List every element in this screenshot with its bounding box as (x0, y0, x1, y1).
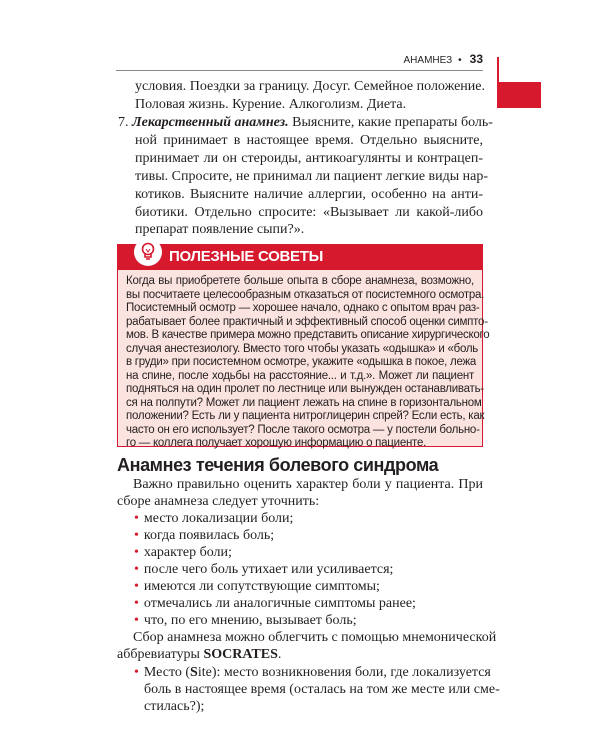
text-line (117, 646, 281, 664)
bullet-text: что, по его мнению, вызывает боль; (143, 613, 357, 628)
text-line: ной принимает в настоящее время. Отдельно выясните, (135, 133, 483, 148)
tip-line: мов. В качестве примера можно представить описание хирургического (126, 329, 490, 341)
bullet-item: • когда появилась боль; (134, 528, 275, 543)
bullet-item: • после чего боль утихает или усиливается; (134, 562, 394, 577)
text-line: боль в настоящее время (осталась на том же месте или сме- (144, 682, 500, 697)
item-title: Лекарственный анамнез. (132, 115, 289, 130)
text-line: Выясните, какие препараты боль- (288, 115, 493, 130)
tip-line: го — коллега получает хорошую информацию о пациенте. (126, 437, 427, 449)
tip-line: Посистемный осмотр — хорошее начало, однако с опытом врач раз- (126, 302, 480, 314)
section-name: АНАМНЕЗ (403, 55, 453, 66)
bullet-text: после чего боль утихает или усиливается; (143, 562, 394, 577)
bullet-text: характер боли; (143, 545, 232, 560)
text-line: Важно правильно оценить характер боли у пациента. При (133, 477, 483, 492)
text-span: ite): место возникновения боли, где локализуется (197, 665, 491, 680)
bullet-item: • что, по его мнению, вызывает боль; (134, 613, 357, 628)
text-line: тивы. Спросите, не принимал ли пациент легкие виды нар- (135, 169, 489, 184)
page-number: 33 (469, 52, 483, 66)
text-line: сборе анамнеза следует уточнить: (117, 494, 320, 509)
tip-line: в груди» при посистемном осмотре, укажите «одышка в покое, лежа (126, 356, 477, 368)
mnemonic: SOCRATES (203, 647, 278, 662)
list-item-7 (118, 114, 493, 132)
tips-box-body (117, 270, 490, 449)
tip-line: случая анестезиологу. Вместо того чтобы указать «одышка» и «боль (126, 342, 479, 355)
tip-line: ся на полпути? Может ли пациент лежать на спине в горизонтальном (126, 396, 482, 409)
lightbulb-icon (134, 238, 162, 266)
text-line: биотики. Отдельно спросите: «Вызывает ли какой-либо (135, 205, 483, 220)
bullet-item-site: • Место (Site): место возникновения боли, где локализуется (134, 665, 491, 680)
bullet-item: • характер боли; (134, 545, 232, 560)
mnemonic-letter: S (190, 665, 198, 680)
text-span: аббревиатуры (117, 647, 204, 662)
section-heading: Анамнез течения болевого синдрома (117, 455, 439, 475)
text-line: котиков. Выясните наличие аллергии, особенно на анти- (135, 187, 483, 202)
tip-line: подняться на один пролет по лестнице или вынужден останавливать- (126, 383, 484, 395)
bullet-item: • отмечались ли аналогичные симптомы ранее; (134, 596, 416, 611)
text-line: Сбор анамнеза можно облегчить с помощью мнемонической (133, 630, 497, 645)
item-number: 7. (118, 115, 129, 130)
tips-box-title: ПОЛЕЗНЫЕ СОВЕТЫ (169, 248, 324, 265)
tip-line: рабатывает более практичный и эффективный способ оценки симпто- (126, 315, 488, 328)
text-span: . (277, 647, 282, 662)
tip-line: положении? Есть ли у пациента нитроглицерин спрей? Если есть, как (126, 410, 485, 422)
text-line: Половая жизнь. Курение. Алкоголизм. Диета. (135, 97, 407, 112)
bullet-text: имеются ли сопутствующие симптомы; (143, 579, 380, 594)
tips-box-header (117, 244, 483, 270)
thumb-tab-line (497, 57, 499, 83)
tip-line: на спине, после ходьбы на расстояние... и т.д.». Может ли пациент (126, 369, 474, 382)
tip-line: вы посчитаете целесообразным отказаться от посистемного осмотра. (126, 288, 485, 301)
thumb-tab (497, 82, 541, 108)
bullet-item: • место локализации боли; (134, 511, 294, 526)
tip-line: Когда вы приобретете больше опыта в сборе анамнеза, возможно, (126, 275, 474, 287)
text-line: стилась?); (144, 699, 205, 714)
bullet-text: когда появилась боль; (143, 528, 275, 543)
text-span: Место ( (143, 665, 191, 680)
bullet-item: • имеются ли сопутствующие симптомы; (134, 579, 380, 594)
bullet-text: место локализации боли; (143, 511, 294, 526)
tip-line: часто он его использует? После такого осмотра — у постели больно- (126, 423, 480, 436)
text-line: принимает ли он стероиды, антикоагулянты и контрацеп- (135, 151, 483, 166)
bullet-text: отмечались ли аналогичные симптомы ранее; (143, 596, 416, 611)
text-line: препарат появление сыпи?». (135, 222, 305, 237)
text-line: условия. Поездки за границу. Досуг. Семейное положение. (135, 79, 485, 94)
running-header (116, 50, 483, 71)
bullet-separator: • (458, 55, 462, 66)
